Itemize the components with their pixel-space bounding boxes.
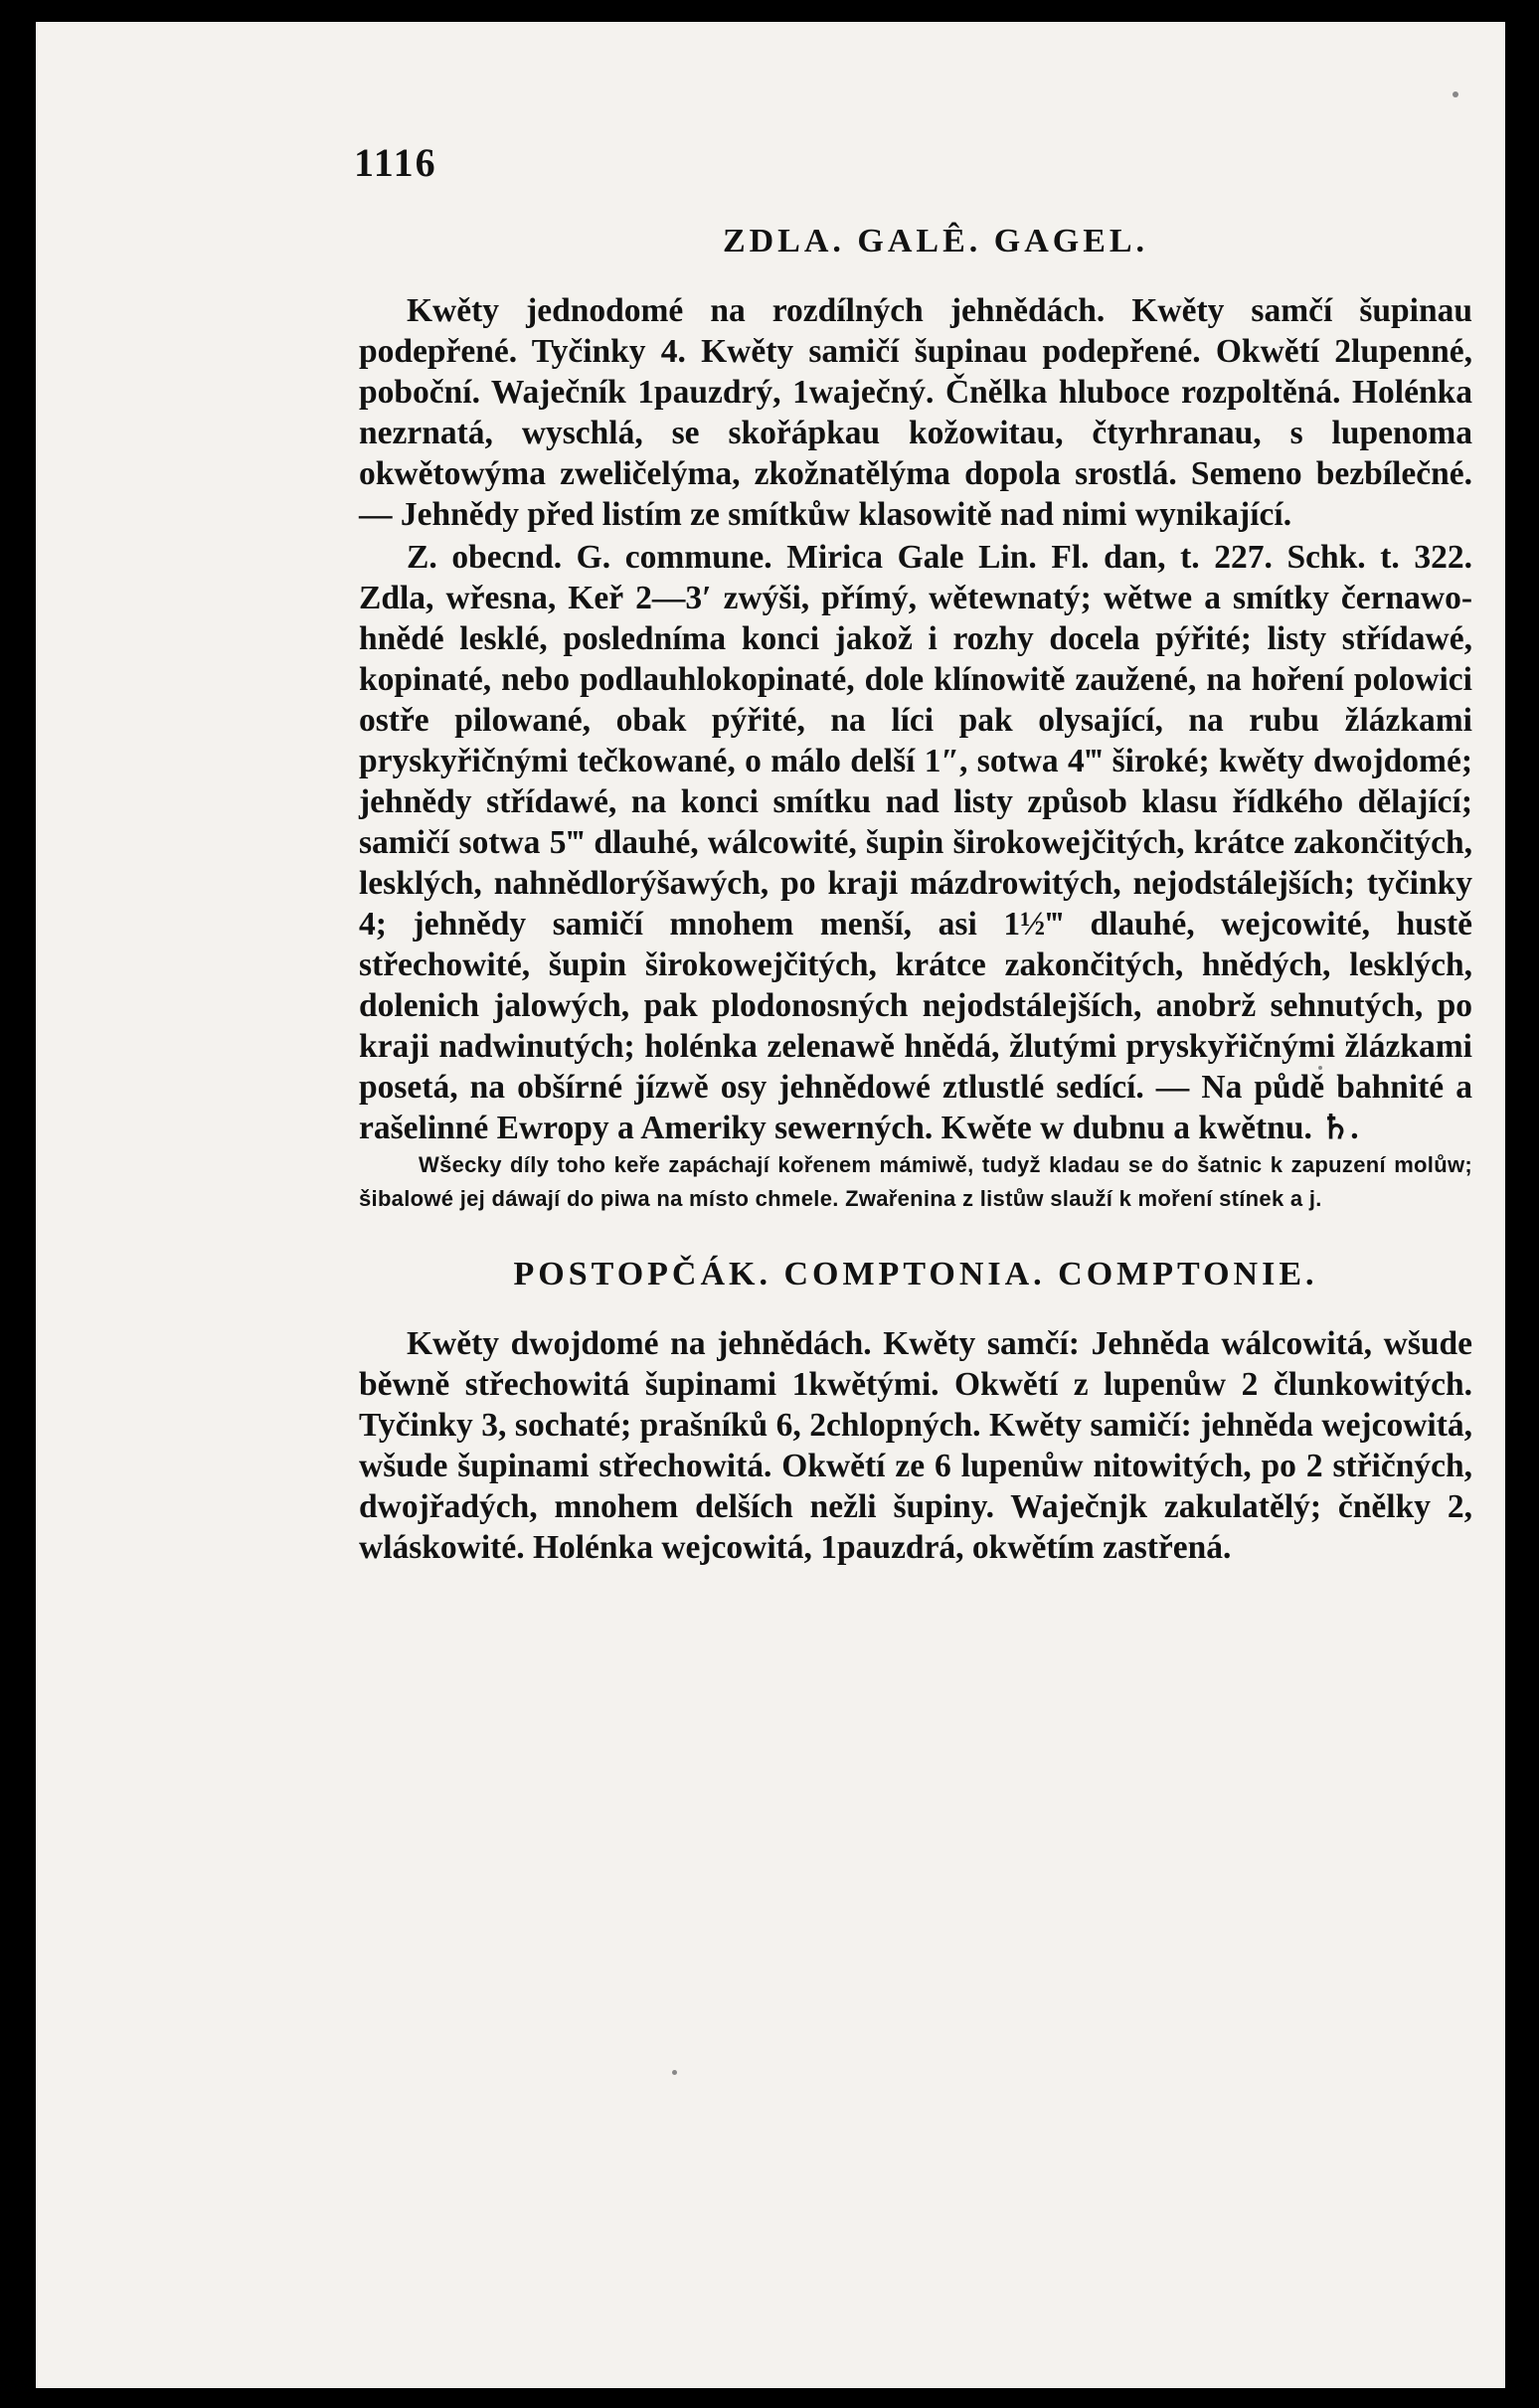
genus-heading-zdla: ZDLA. GALÊ. GAGEL. <box>722 223 1149 259</box>
text-column <box>354 139 1472 1568</box>
usage-note-zdla: Wšecky díly toho keře zapáchají kořenem mámiwě, tudyž kladau se do šatnic k zapuzení molůw; šibalowé jej dáwají do piwa na místo chmele. Zwařenina z listůw slauží k moření stínek a j. <box>359 1152 1472 1211</box>
page-number: 1116 <box>354 140 437 185</box>
genus-description-zdla: Kwěty jednodomé na rozdílných jehnědách. Kwěty samčí šupinau podepřené. Tyčinky 4. Kwěty samičí šupinau podepřené. Okwětí 2lupenné, poboční. Waječník 1pauzdrý, 1waječný. Čnělka hluboce rozpoltěná. Holénka nezrnatá, wyschlá, se skořápkau kožowitau, čtyrhranau, s lupenoma okwětowýma zweličelýma, zkožnatělýma dopola srostlá. Semeno bezbílečné. — Jehnědy před listím ze smítkůw klasowitě nad nimi wynikající. <box>359 292 1472 533</box>
paper-speck <box>672 2070 677 2075</box>
paper-speck <box>1453 91 1458 97</box>
book-page <box>36 22 1505 2388</box>
genus-description-postopcak: Kwěty dwojdomé na jehnědách. Kwěty samčí: Jehněda wálcowitá, wšude běwně střechowitá šupinami 1kwětými. Okwětí z lupenůw 2 člunkowitých. Tyčinky 3, sochaté; prašníků 6, 2chlopných. Kwěty samičí: jehněda wejcowitá, wšude šupinami střechowitá. Okwětí ze 6 lupenůw nitowitých, po 2 střičných, dwojřadých, mnohem delších nežli šupiny. Waječnjk zakulatělý; čnělky 2, wláskowité. Holénka wejcowitá, 1pauzdrá, okwětím zastřená. <box>359 1325 1472 1566</box>
genus-heading-postopcak: POSTOPČÁK. COMPTONIA. COMPTONIE. <box>513 1256 1318 1292</box>
species-description-zdla: Z. obecnd. G. commune. Mirica Gale Lin. Fl. dan, t. 227. Schk. t. 322. Zdla, wřesna, Keř 2—3′ zwýši, přímý, wětewnatý; wětwe a smítky černawo-hnědé lesklé, posledníma konci jakož i rozhy docela pýřité; listy střídawé, kopinaté, nebo podlauhlokopinaté, dole klínowitě zaužené, na hoření polowici ostře pilowané, obak pýřité, na líci pak olysající, na rubu žlázkami pryskyřičnými tečkowané, o málo delší 1″, sotwa 4‴ široké; kwěty dwojdomé; jehnědy střídawé, na konci smítku nad listy způsob klasu řídkého dělající; samičí sotwa 5‴ dlauhé, wálcowité, šupin širokowejčitých, krátce zakončitých, lesklých, nahnědlorýšawých, po kraji mázdrowitých, nejodstálejších; tyčinky 4; jehnědy samičí mnohem menší, asi 1½‴ dlauhé, wejcowité, hustě střechowité, šupin širokowejčitých, krátce zakončitých, hnědých, lesklých, dolenich jalowých, pak plodonosných nejodstálejších, anobrž sehnutých, po kraji nadwinutých; holénka zelenawě hnědá, žlutými pryskyřičnými žlázkami posetá, na obšírné jízwě osy jehnědowé ztlustlé sedící. — Na půdě bahnité a rašelinné Ewropy a Ameriky sewerných. Kwěte w dubnu a kwětnu. ♄. <box>359 539 1472 1146</box>
